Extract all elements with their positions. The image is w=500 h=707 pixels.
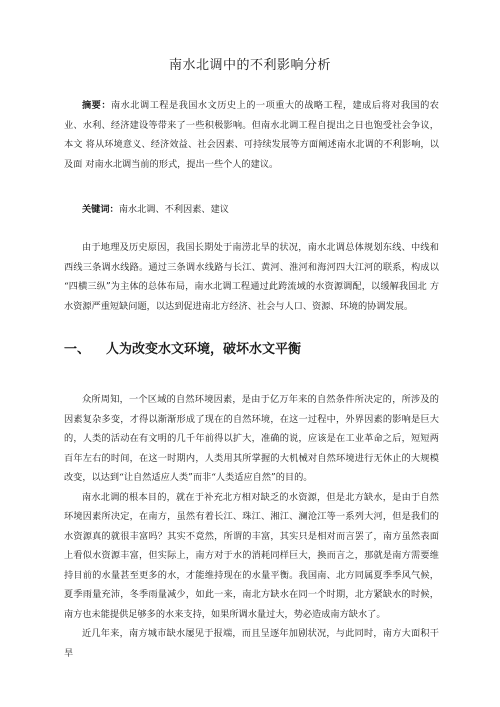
keywords-label: 关键词：	[82, 204, 119, 215]
section-body	[64, 390, 439, 663]
keywords-text: 南水北调、不利因素、建议	[118, 204, 229, 215]
section-title: 人为改变水文环境，破坏水文平衡	[106, 342, 302, 357]
body-paragraph: 南水北调的根本目的，就在于补充北方相对缺乏的水资源，但是北方缺水，是由于自然 环境因素所决定，在南方，虽然有着长江、珠江、湘江、澜沧江等一系列大河，但是我们的 水资源真的就很丰富吗？其实不竟然，所谓的丰富，其实只是相对而言罢了，南方虽然表面 上看似水资源丰富，但实际上，南方对于水的消耗同样巨大，换而言之，那就是南方需要维 持目前的水量甚至更多的水，才能维持现在的水量平衡。我国南、北方同属夏季季风气候， 夏季雨量充沛，冬季雨量减少，如此一来，南北方缺水在同一个时期，北方紧缺水的时候， 南方也未能提供足够多的水来支持，如果所调水量过大，势必造成南方缺水了。	[64, 491, 439, 620]
section-heading	[64, 338, 301, 357]
section-number: 一、	[64, 342, 91, 357]
abstract-text: 南水北调工程是我国水文历史上的一项重大的战略工程，建成后将对我国的农业、水利、经济建设等带来了一些积极影响。但南水北调工程自提出之日也饱受社会争议，本文 将从环境意义、经济效益、社会因素、可持续发展等方面阐述南水北调的不利影响，以及面 对南水北调当前的形式，提出一些个人的建议。	[64, 100, 439, 170]
body-paragraph: 众所周知，一个区域的自然环境因素，是由于亿万年来的自然条件所决定的，所涉及的 因素复杂多变，才得以渐渐形成了现在的自然环境，在这一过程中，外界因素的影响是巨大 的，人类的活动在有文明的几千年前得以扩大，准确的说，应该是在工业革命之后，短短两 百年左右的时间，在这一时期内，人类用其所掌握的大机械对自然环境进行无休止的大规模 改变，以达到“让自然适应人类”而非“人类适应自然”的目的。	[64, 394, 439, 483]
intro-paragraph: 由于地理及历史原因，我国长期处于南涝北旱的状况，南水北调总体规划东线、中线和 西线三条调水线路。通过三条调水线路与长江、黄河、淮河和海河四大江河的联系，构成以 “四横三纵”为主体的总体布局，南水北调工程通过此跨流域的水资源调配，以缓解我国北 方水资源严重短缺问题，以达到促进南北方经济、社会与人口、资源、环境的协调发展。	[64, 242, 439, 312]
abstract-label: 摘要：	[82, 100, 111, 111]
keywords-paragraph	[64, 200, 439, 220]
body-paragraph: 近几年来，南方城市缺水屡见于报端，而且呈逐年加剧状况，与此同时，南方大面积干 旱	[64, 628, 439, 659]
document-title: 南水北调中的不利影响分析	[168, 58, 331, 73]
abstract-paragraph	[64, 96, 439, 174]
